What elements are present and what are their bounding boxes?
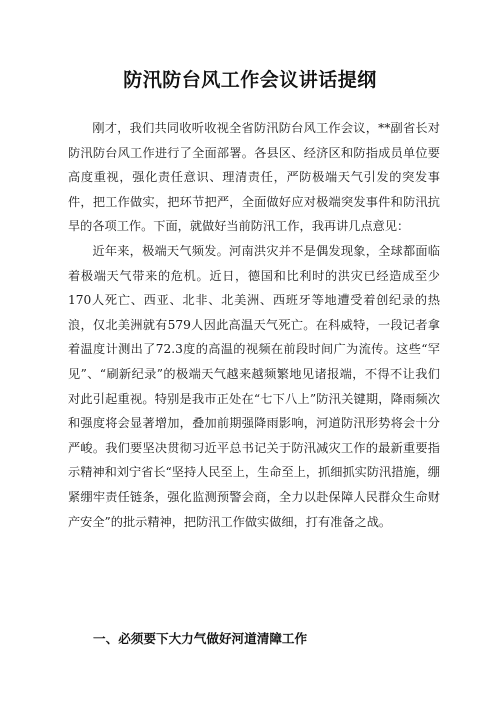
paragraph-intro: 刚才，我们共同收听收视全省防汛防台风工作会议，**副省长对防汛防台风工作进行了全面部署。各县区、经济区和防指成员单位要高度重视，强化责任意识、理清责任，严防极端天气引发的突发事件，把工作做实，把环节把严，全面做好应对极端突发事件和防汛抗旱的各项工作。下面，就做好当前防汛工作，我再讲几点意见： <box>68 121 440 234</box>
document-title: 防汛防台风工作会议讲话提纲 <box>123 69 377 91</box>
paragraph-extreme-weather: 近年来，极端天气频发。河南洪灾并不是偶发现象，全球都面临着极端天气带来的危机。近日，德国和比利时的洪灾已经造成至少170人死亡、西亚、北非、北美洲、西班牙等地遭受着创纪录的热浪，仅北美洲就有579人因此高温天气死亡。在科威特，一段记者拿着温度计测出了72.3度的高温的视频在前段时间广为流传。这些“罕见”、“刷新纪录”的极端天气越来越频繁地见诸报端，不得不让我们对此引起重视。特别是我市正处在“七下八上”防汛关键期，降雨频次和强度将会显著增加，叠加前期强降雨影响，河道防汛形势将会十分严峻。我们要坚决贯彻习近平总书记关于防汛减灾工作的最新重要指示精神和刘宁省长“坚持人民至上，生命至上，抓细抓实防汛措施，绷紧绷牢责任链条，强化监测预警会商，全力以赴保障人民群众生命财产安全”的批示精神，把防汛工作做实做细，打有准备之战。 <box>68 243 440 529</box>
document-body <box>68 116 440 534</box>
section-heading: 一、必须要下大力气做好河道清障工作 <box>93 631 308 646</box>
